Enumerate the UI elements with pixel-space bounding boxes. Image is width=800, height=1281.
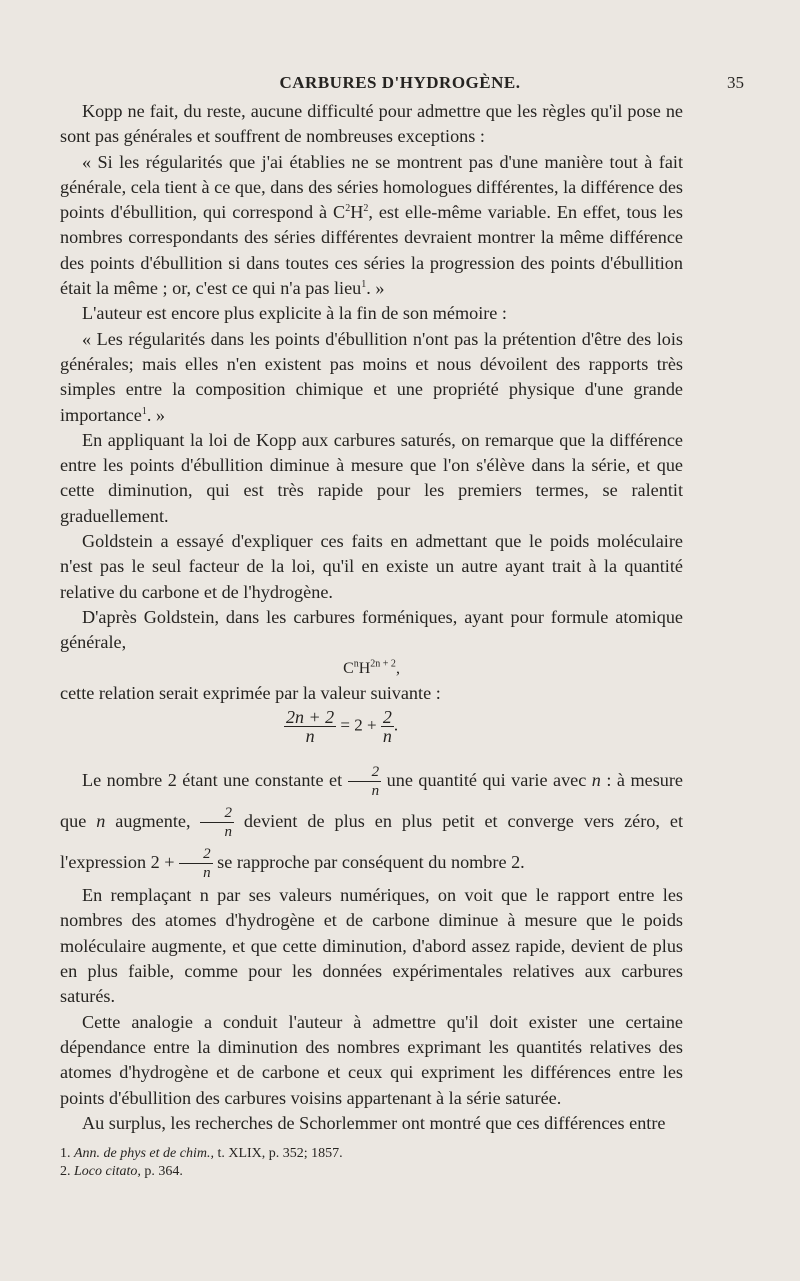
paragraph-8: cette relation serait exprimée par la valeur suivante : (60, 682, 441, 703)
footnote-1: 1. Ann. de phys et de chim., t. XLIX, p. 352; 1857. (60, 1146, 343, 1161)
equation-left-fraction: $\frac{2n + 2}{n}$ (286, 707, 335, 747)
header-title: CARBURES D'HYDROGÈNE. (279, 73, 521, 92)
paragraph-4: « Les régularités dans les points d'ébullition n'ont pas la prétention d'être des lois générales; mais elles n'en existent pas moins et nous dévoilent des rapports très simples entre la composition chimique et une propriété physique d'une grande importance$^1$. » (60, 328, 683, 425)
body-text (60, 99, 683, 1136)
ratio-equation: $\frac{2n + 2}{n}$ = 2 + $\frac{2}{n}$ . (286, 707, 399, 747)
paragraph-10: En remplaçant n par ses valeurs numériques, on voit que le rapport entre les nombres des atomes d'hydrogène et de carbone diminue à mesure que le poids moléculaire augmente, et que cette diminution, d'abord assez rapide, devient de plus en plus faible, comme pour les données expérimentales relatives aux carbures saturés. (60, 885, 683, 1007)
footnotes (60, 1145, 343, 1181)
running-header (0, 71, 800, 95)
general-formula: $C^nH^{2n + 2}$, (343, 658, 400, 677)
paragraph-12: Au surplus, les recherches de Schorlemmer ont montré que ces différences entre (82, 1112, 666, 1133)
page-number: 35 (727, 73, 744, 92)
paragraph-3: L'auteur est encore plus explicite à la fin de son mémoire : (82, 303, 507, 324)
paragraph-11: Cette analogie a conduit l'auteur à admettre qu'il doit exister une certaine dépendance entre la diminution des nombres exprimant les quantités relatives des atomes d'hydrogène et de carbone et ceux qui expriment les différences entre les points d'ébullition des carbures voisins appartenant à la série saturée. (60, 1011, 683, 1108)
paragraph-2: « Si les régularités que j'ai établies ne se montrent pas d'une manière tout à fait générale, cela tient à ce que, dans des séries homologues différentes, la différence des points d'ébullition, qui correspond à $C^2H^2$, est elle-même variable. En effet, tous les nombres correspondants des séries différentes devraient montrer la même différence des points d'ébullition si dans toutes ces séries la progression des points d'ébullition était la même ; or, c'est ce qui n'a pas lieu$^1$. » (60, 151, 683, 299)
paragraph-6: Goldstein a essayé d'expliquer ces faits en admettant que le poids moléculaire n'est pas le seul facteur de la loi, qu'il en existe un autre ayant trait à la quantité relative du carbone et de l'hydrogène. (60, 531, 683, 602)
paragraph-5: En appliquant la loi de Kopp aux carbures saturés, on remarque que la différence entre les points d'ébullition diminue à mesure que l'on s'élève dans la série, et que cette diminution, qui est très rapide pour les premiers termes, se ralentit graduellement. (60, 429, 683, 526)
equation-right-fraction: $\frac{2}{n}$ (382, 707, 392, 747)
paragraph-7: D'après Goldstein, dans les carbures forméniques, ayant pour formule atomique générale, (60, 606, 683, 653)
footnote-2: 2. Loco citato, p. 364. (60, 1164, 183, 1179)
paragraph-1: Kopp ne fait, du reste, aucune difficulté pour admettre que les règles qu'il pose ne sont pas générales et souffrent de nombreuses exceptions : (60, 101, 683, 147)
paragraph-9: Le nombre 2 étant une constante et $\frac{2}{n}$ une quantité qui varie avec n : à mesure que n augmente, $\frac{2}{n}$ devient de plus en plus petit et converge vers zéro, et l'expression 2 + $\frac{2}{n}$ se rapproche par conséquent du nombre 2. (60, 764, 683, 882)
